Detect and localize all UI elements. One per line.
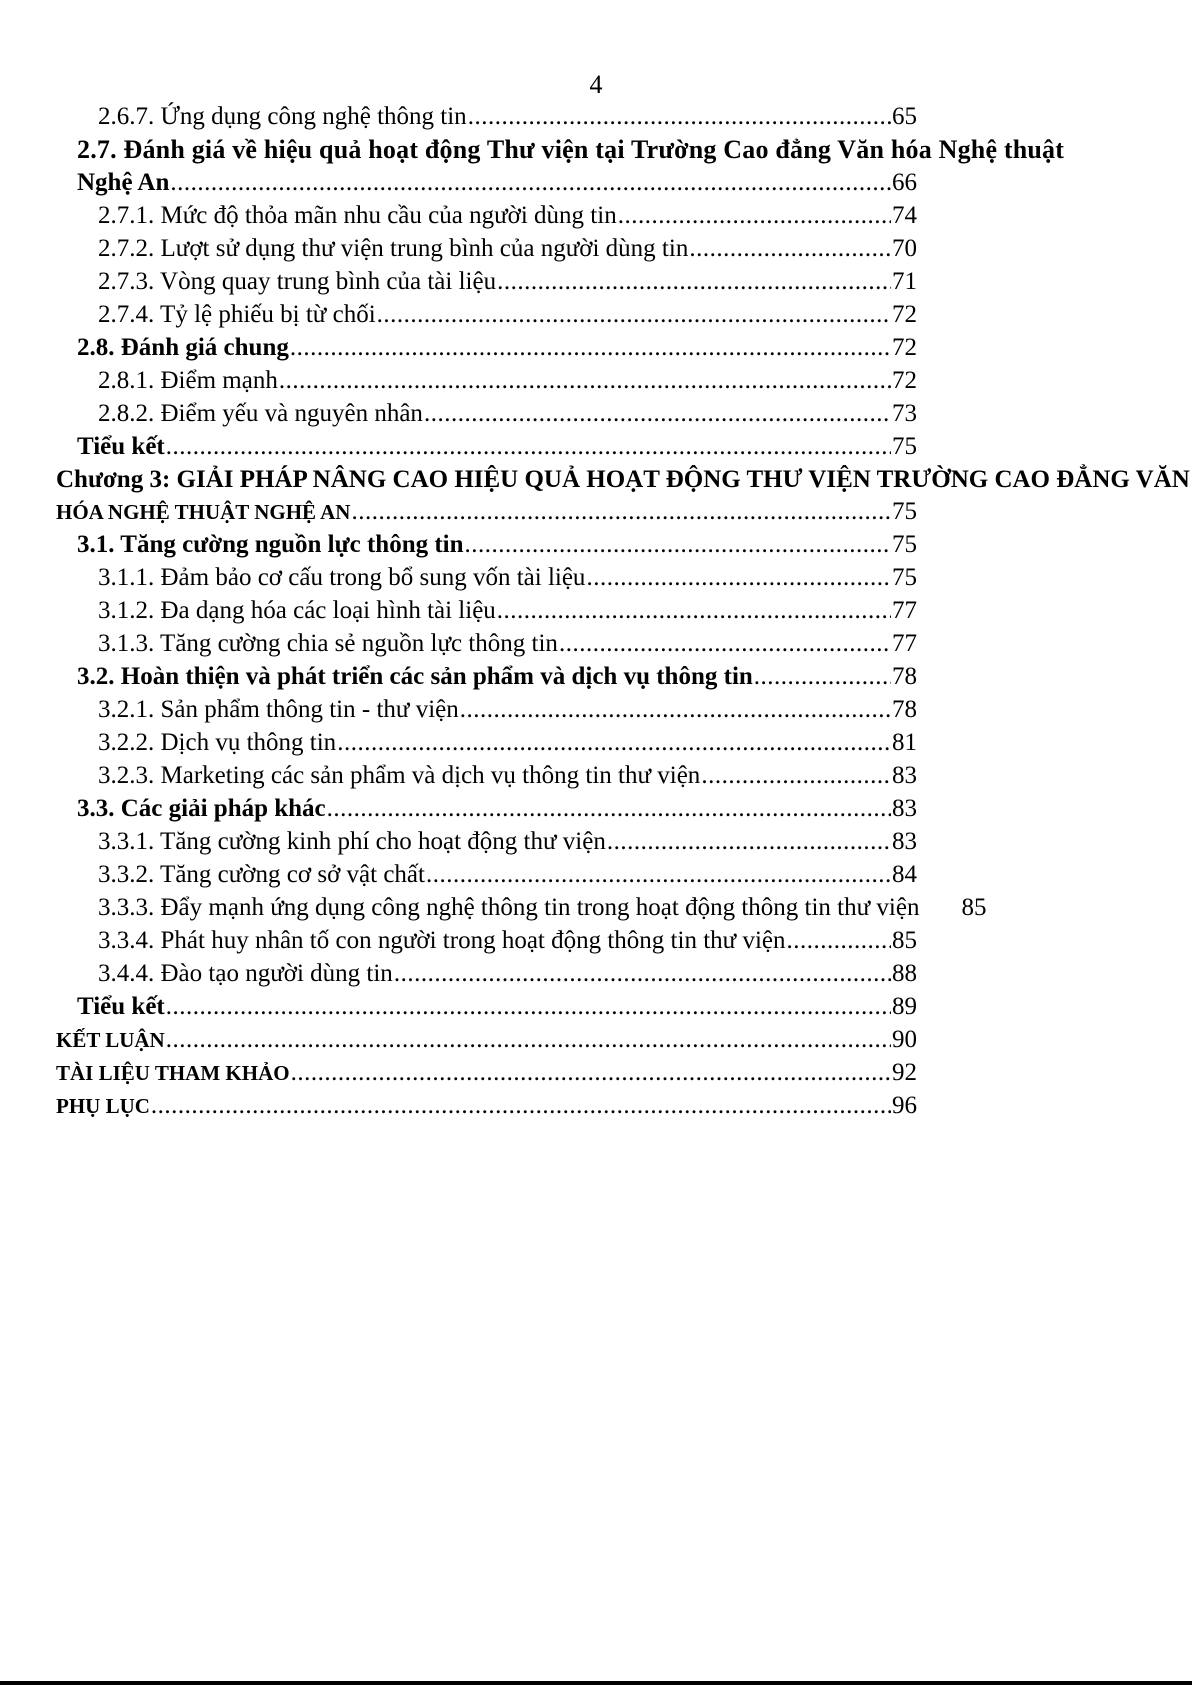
- toc-entry-title: 3.2.2. Dịch vụ thông tin: [98, 729, 337, 756]
- dot-leader: [394, 957, 891, 990]
- toc-entry[interactable]: [56, 1023, 917, 1057]
- toc-entry-heading-line1[interactable]: 2.7. Đánh giá về hiệu quả hoạt động Thư viện tại Trường Cao đẳng Văn hóa Nghệ thuật: [77, 135, 1065, 164]
- toc-entry-title: 2.8. Đánh giá chung: [77, 334, 289, 361]
- dot-leader: [170, 166, 891, 199]
- toc-entry[interactable]: [77, 166, 917, 199]
- toc-entry-title: Nghệ An: [77, 169, 170, 196]
- toc-entry-page: 71: [892, 268, 917, 295]
- toc-entry[interactable]: [77, 792, 917, 825]
- dot-leader: [618, 199, 891, 232]
- toc-entry-title: Tiểu kết: [77, 993, 165, 1020]
- toc-entry-page: 78: [892, 696, 917, 723]
- toc-entry-page: 75: [892, 531, 917, 558]
- toc-entry[interactable]: [77, 660, 917, 693]
- toc-entry[interactable]: [98, 759, 917, 792]
- toc-entry-page: 66: [892, 169, 917, 196]
- dot-leader: [559, 627, 891, 660]
- toc-entry-title: KẾT LUẬN: [56, 1028, 165, 1052]
- toc-entry-title: 3.1. Tăng cường nguồn lực thông tin: [77, 531, 464, 558]
- toc-entry-page: 75: [892, 433, 917, 460]
- dot-leader: [497, 265, 891, 298]
- dot-leader: [465, 528, 891, 561]
- toc-entry-page: 65: [892, 103, 917, 130]
- toc-entry-title: 2.7.4. Tỷ lệ phiếu bị từ chối: [98, 301, 376, 328]
- dot-leader: [468, 100, 891, 133]
- toc-entry[interactable]: [98, 858, 917, 891]
- toc-entry[interactable]: [98, 100, 917, 133]
- toc-entry-page: 72: [892, 334, 917, 361]
- page-number: 4: [589, 70, 603, 99]
- toc-entry-page: 90: [892, 1026, 917, 1053]
- toc-entry[interactable]: [98, 199, 917, 232]
- toc-entry-page: 81: [892, 729, 917, 756]
- toc-entry-title: 3.3.3. Đẩy mạnh ứng dụng công nghệ thông tin trong hoạt động thông tin thư viện: [98, 894, 920, 921]
- dot-leader: [586, 561, 891, 594]
- toc-entry-page: 75: [892, 498, 917, 525]
- dot-leader: [787, 924, 892, 957]
- toc-entry-page: 88: [892, 960, 917, 987]
- toc-entry-title: 3.3.4. Phát huy nhân tố con người trong hoạt động thông tin thư viện: [98, 927, 786, 954]
- dot-leader: [497, 594, 891, 627]
- toc-entry[interactable]: [98, 924, 917, 957]
- toc-entry-page: 77: [892, 630, 917, 657]
- dot-leader: [426, 858, 891, 891]
- dot-leader: [607, 825, 891, 858]
- toc-entry-page: 70: [892, 235, 917, 262]
- toc-entry[interactable]: [98, 397, 917, 430]
- toc-entry-title: 3.1.1. Đảm bảo cơ cấu trong bổ sung vốn tài liệu: [98, 564, 586, 591]
- dot-leader: [754, 660, 891, 693]
- toc-entry[interactable]: [77, 430, 917, 463]
- dot-leader: [327, 792, 891, 825]
- toc-entry-title: 3.2. Hoàn thiện và phát triển các sản phẩm và dịch vụ thông tin: [77, 663, 753, 690]
- dot-leader: [377, 298, 891, 331]
- dot-leader: [279, 364, 891, 397]
- dot-leader: [290, 331, 891, 364]
- toc-entry-page: 75: [892, 564, 917, 591]
- toc-entry-page: 96: [892, 1092, 917, 1119]
- toc-entry[interactable]: [56, 495, 917, 529]
- toc-entry-title: 2.7.2. Lượt sử dụng thư viện trung bình của người dùng tin: [98, 235, 689, 262]
- dot-leader: [351, 495, 891, 528]
- toc-entry-title: 2.7.3. Vòng quay trung bình của tài liệu: [98, 268, 497, 295]
- dot-leader: [166, 430, 891, 463]
- dot-leader: [337, 726, 891, 759]
- toc-entry-page: 78: [892, 663, 917, 690]
- dot-leader: [166, 1023, 891, 1056]
- toc-entry-page: 77: [892, 597, 917, 624]
- toc-entry-page: 83: [892, 828, 917, 855]
- toc-entry-title: 3.1.3. Tăng cường chia sẻ nguồn lực thông tin: [98, 630, 558, 657]
- toc-entry-page: 83: [892, 762, 917, 789]
- dot-leader: [166, 990, 891, 1023]
- toc-entry[interactable]: [56, 1089, 917, 1123]
- toc-entry[interactable]: [98, 265, 917, 298]
- toc-entry-title: PHỤ LỤC: [56, 1094, 150, 1118]
- toc-entry-title: 2.8.1. Điểm mạnh: [98, 367, 278, 394]
- toc-entry[interactable]: [56, 1056, 917, 1090]
- toc-entry[interactable]: [98, 891, 1078, 924]
- page-bottom-border: [0, 1681, 1192, 1685]
- toc-entry[interactable]: [98, 232, 917, 265]
- dot-leader: [291, 1056, 891, 1089]
- dot-leader: [151, 1089, 891, 1122]
- toc-entry[interactable]: [98, 561, 917, 594]
- toc-entry-title: 3.1.2. Đa dạng hóa các loại hình tài liệu: [98, 597, 496, 624]
- toc-entry[interactable]: [98, 627, 917, 660]
- toc-entry-title: HÓA NGHỆ THUẬT NGHỆ AN: [56, 500, 351, 524]
- toc-entry[interactable]: [98, 957, 917, 990]
- toc-entry-page: 89: [892, 993, 917, 1020]
- toc-entry-page: 84: [892, 861, 917, 888]
- toc-entry-title: 2.7.1. Mức độ thỏa mãn nhu cầu của người dùng tin: [98, 202, 617, 229]
- toc-entry-page: 83: [892, 795, 917, 822]
- toc-entry-page: 74: [892, 202, 917, 229]
- toc-entry[interactable]: [98, 693, 917, 726]
- toc-entry-title: 2.8.2. Điểm yếu và nguyên nhân: [98, 400, 423, 427]
- toc-entry-title: 3.4.4. Đào tạo người dùng tin: [98, 960, 393, 987]
- toc-entry-title: Tiểu kết: [77, 433, 165, 460]
- toc-entry-page: 72: [892, 367, 917, 394]
- toc-chapter-line1[interactable]: Chương 3: GIẢI PHÁP NÂNG CAO HIỆU QUẢ HOẠT ĐỘNG THƯ VIỆN TRƯỜNG CAO ĐẲNG VĂN: [56, 466, 1190, 493]
- dot-leader: [701, 759, 891, 792]
- toc-entry-title: 3.3.2. Tăng cường cơ sở vật chất: [98, 861, 425, 888]
- toc-entry[interactable]: [77, 990, 917, 1023]
- toc-entry-title: 3.2.3. Marketing các sản phẩm và dịch vụ thông tin thư viện: [98, 762, 701, 789]
- toc-entry-title: 3.3.1. Tăng cường kinh phí cho hoạt động thư viện: [98, 828, 606, 855]
- toc-entry[interactable]: [77, 331, 917, 364]
- dot-leader: [424, 397, 891, 430]
- toc-entry-page: 73: [892, 400, 917, 427]
- toc-entry-page: 72: [892, 301, 917, 328]
- toc-entry-title: TÀI LIỆU THAM KHẢO: [56, 1061, 290, 1085]
- toc-entry-title: 3.2.1. Sản phẩm thông tin - thư viện: [98, 696, 459, 723]
- toc-entry-page: 85: [892, 927, 917, 954]
- toc-entry-page: 85: [961, 894, 987, 921]
- toc-entry-title: 2.6.7. Ứng dụng công nghệ thông tin: [98, 103, 467, 130]
- toc-entry[interactable]: [98, 726, 917, 759]
- dot-leader: [460, 693, 891, 726]
- toc-entry[interactable]: [98, 594, 917, 627]
- toc-entry-title: 3.3. Các giải pháp khác: [77, 795, 326, 822]
- toc-entry[interactable]: [98, 364, 917, 397]
- toc-entry[interactable]: [98, 298, 917, 331]
- toc-entry[interactable]: [98, 825, 917, 858]
- dot-leader: [689, 232, 891, 265]
- toc-entry[interactable]: [77, 528, 917, 561]
- toc-entry-page: 92: [892, 1059, 917, 1086]
